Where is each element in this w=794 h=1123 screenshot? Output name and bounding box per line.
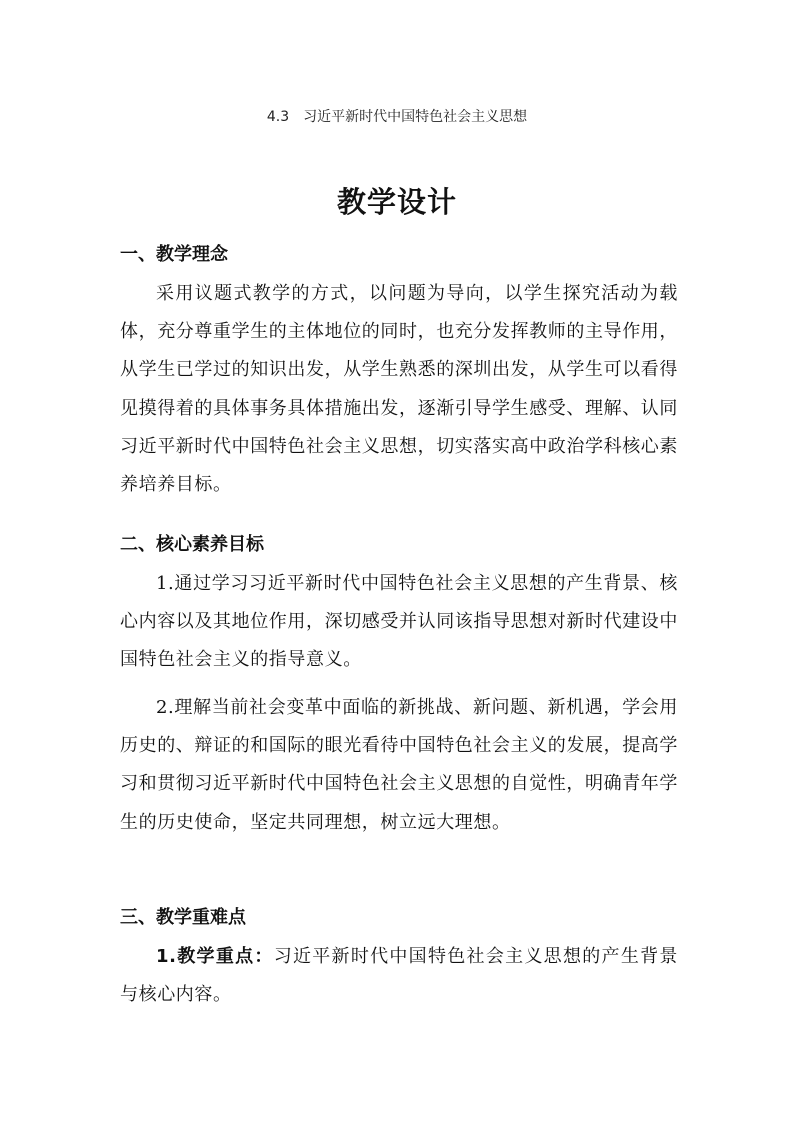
section-heading-core-literacy: 二、核心素养目标 — [120, 534, 264, 555]
header-title: 习近平新时代中国特色社会主义思想 — [303, 109, 528, 125]
section-heading-teaching-philosophy: 一、教学理念 — [120, 244, 228, 265]
paragraph-key-points — [120, 938, 678, 1014]
key-point-label: 1.教学重点： — [156, 946, 274, 967]
document-title: 教学设计 — [336, 185, 457, 219]
key-point-text: 习近平新时代中国特色社会主义思想的产生背景与核心内容。 — [120, 946, 678, 1006]
paragraph-core-literacy-2: 2.理解当前社会变革中面临的新挑战、新问题、新机遇，学会用历史的、辩证的和国际的眼光看待中国特色社会主义的发展，提高学习和贯彻习近平新时代中国特色社会主义思想的自觉性，明确青年学生的历史使命，坚定共同理想，树立远大理想。 — [120, 697, 678, 833]
section-heading-key-difficult-points: 三、教学重难点 — [120, 907, 246, 928]
paragraph-core-literacy-1: 1.通过学习习近平新时代中国特色社会主义思想的产生背景、核心内容以及其地位作用，深切感受并认同该指导思想对新时代建设中国特色社会主义的指导意义。 — [120, 573, 678, 671]
page-header — [0, 107, 794, 127]
paragraph-teaching-philosophy: 采用议题式教学的方式，以问题为导向，以学生探究活动为载体，充分尊重学生的主体地位的同时，也充分发挥教师的主导作用，从学生已学过的知识出发，从学生熟悉的深圳出发，从学生可以看得见摸得着的具体事务具体措施出发，逐渐引导学生感受、理解、认同习近平新时代中国特色社会主义思想，切实落实高中政治学科核心素养培养目标。 — [120, 283, 678, 496]
section-number: 4.3 — [266, 109, 290, 125]
